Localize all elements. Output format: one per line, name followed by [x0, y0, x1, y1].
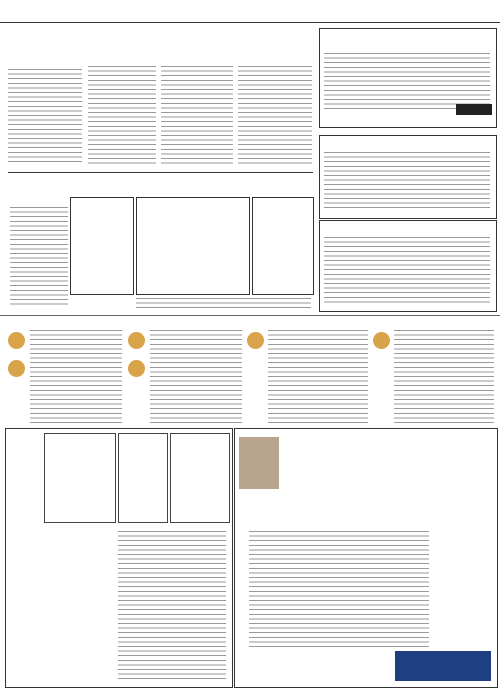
- ad-body-text: [249, 529, 429, 649]
- go-divider: [8, 172, 313, 173]
- chinese-body: [324, 235, 490, 305]
- health-ad: [234, 428, 498, 688]
- go-board-ref2: [252, 197, 314, 295]
- japanese-quiz-box: [319, 135, 497, 219]
- go-board-ref1: [70, 197, 134, 295]
- fortune-col1: [30, 328, 122, 424]
- article-text-col2: [161, 64, 233, 164]
- go-text-col1: [10, 205, 68, 305]
- ad-text-block: [118, 529, 226, 679]
- fortune-col4: [394, 328, 494, 424]
- go-board-main: [136, 197, 250, 295]
- zodiac-icon: [247, 332, 264, 349]
- ad-box-1: [44, 433, 116, 523]
- classified-ads-block: [5, 428, 233, 688]
- zodiac-icon: [8, 360, 25, 377]
- doctor-photo: [239, 437, 279, 489]
- spec-badge: [456, 104, 492, 115]
- section-divider: [0, 315, 500, 316]
- fortune-col3: [268, 328, 368, 424]
- article-text-col3: [238, 64, 312, 164]
- zodiac-icon: [373, 332, 390, 349]
- zodiac-icon: [8, 332, 25, 349]
- ad-phone-banner[interactable]: [395, 651, 491, 681]
- chinese-box: [319, 220, 497, 312]
- page-header: [0, 0, 500, 23]
- column-text: [8, 67, 82, 163]
- article-text-col1: [88, 64, 156, 164]
- zodiac-icon: [128, 332, 145, 349]
- japanese-body: [324, 150, 490, 212]
- go-text-bottom: [136, 296, 311, 312]
- zodiac-icon: [128, 360, 145, 377]
- fortune-col2: [150, 328, 242, 424]
- ad-box-2: [118, 433, 168, 523]
- ad-box-3: [170, 433, 230, 523]
